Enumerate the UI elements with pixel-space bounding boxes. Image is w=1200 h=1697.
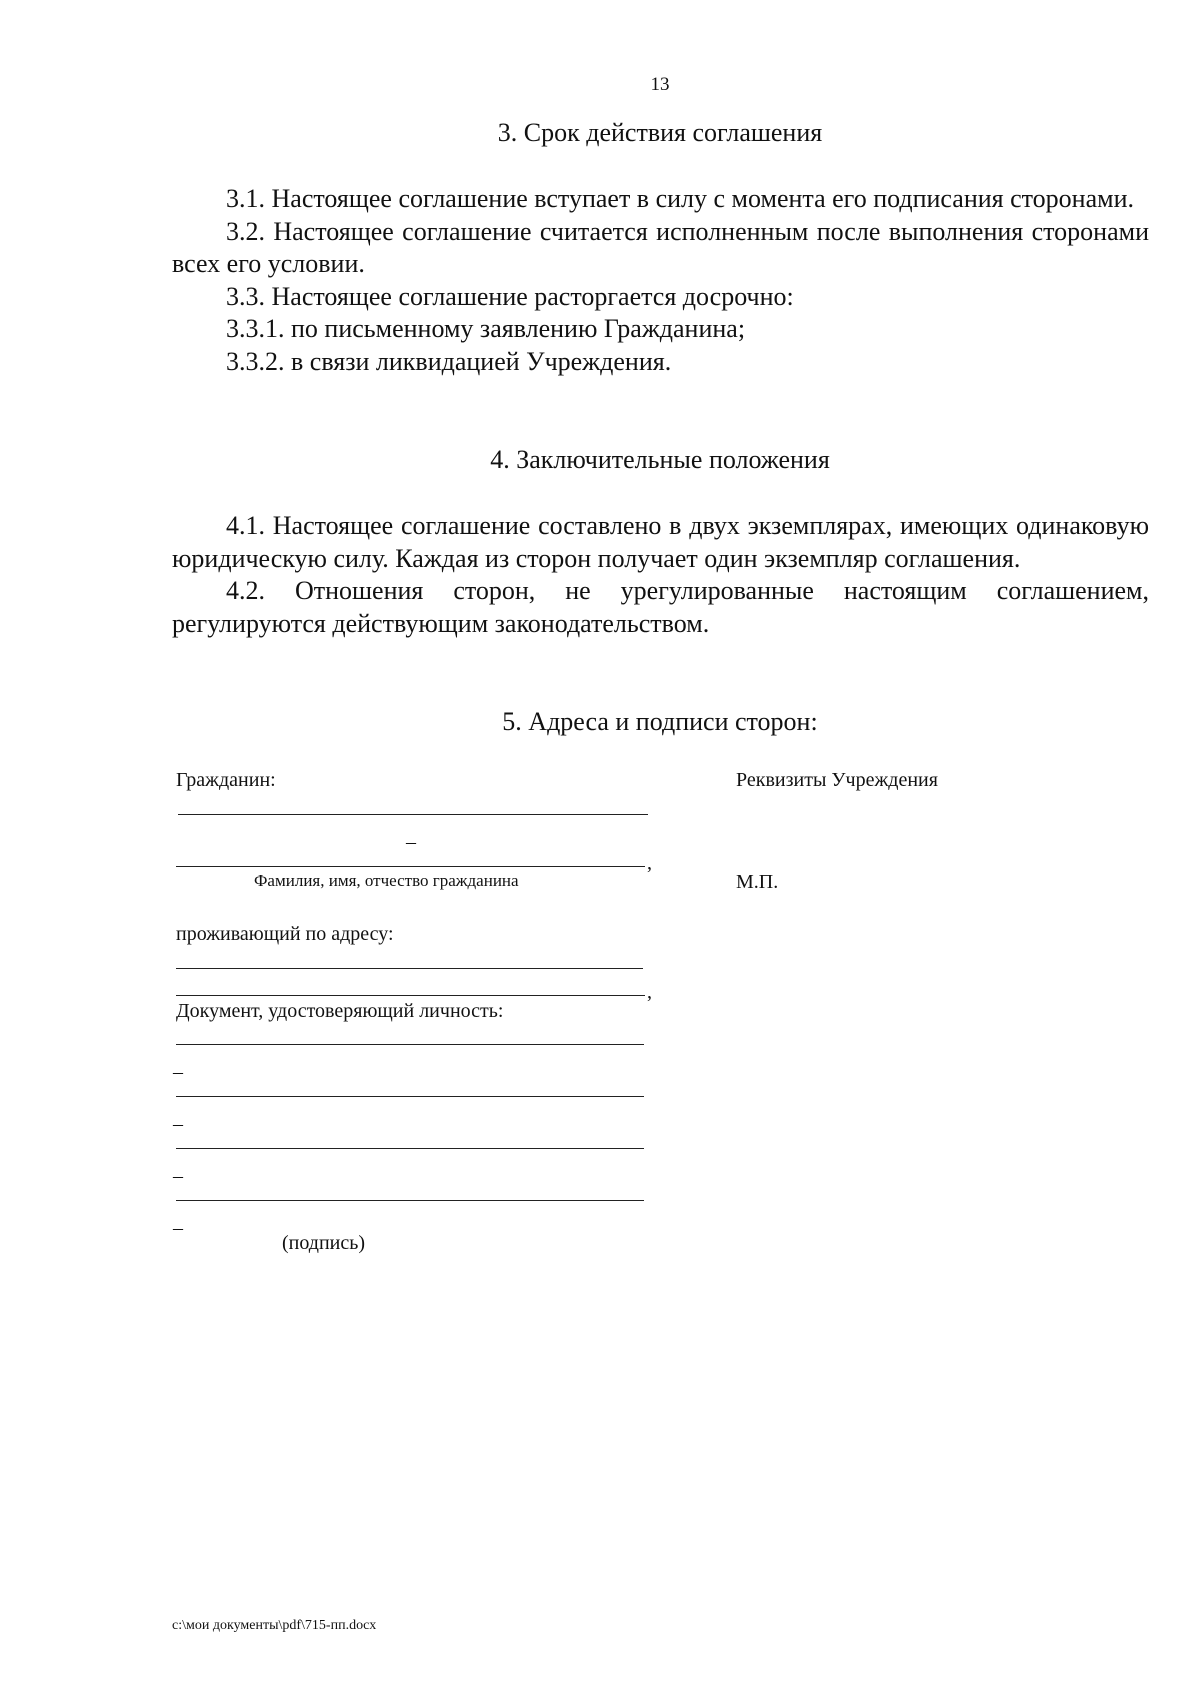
file-path-footer: c:\мои документы\pdf\715-пп.docx: [172, 1618, 377, 1633]
section-3-body: [172, 183, 1149, 378]
comma-mark: ,: [647, 852, 652, 874]
clause-3-2: 3.2. Настоящее соглашение считается исполненным после выполнения сторонами всех его условии.: [172, 216, 1149, 278]
address-line: [176, 995, 645, 996]
section-5-title: 5. Адреса и подписи сторон:: [502, 707, 818, 736]
clause-4-2: 4.2. Отношения сторон, не урегулированные настоящим соглашением, регулируются действующим законодательством.: [172, 576, 1149, 638]
document-label: Документ, удостоверяющий личность:: [176, 1000, 504, 1022]
dash-mark: –: [173, 1165, 183, 1187]
signature-caption: (подпись): [282, 1232, 366, 1254]
clause-4-1: 4.1. Настоящее соглашение составлено в двух экземплярах, имеющих одинаковую юридическую силу. Каждая из сторон получает один экземпляр соглашения.: [172, 511, 1149, 573]
dash-mark: –: [173, 1217, 183, 1239]
institution-requisites-label: Реквизиты Учреждения: [736, 769, 938, 791]
address-label: проживающий по адресу:: [176, 923, 394, 945]
signature-line: [178, 814, 648, 815]
address-line: [176, 968, 643, 969]
clause-3-3-1: 3.3.1. по письменному заявлению Гражданина;: [226, 314, 746, 343]
section-3-title: 3. Срок действия соглашения: [497, 118, 823, 147]
document-line: [176, 1148, 644, 1149]
dash-mark: –: [173, 1113, 183, 1135]
name-line: [176, 866, 645, 867]
comma-mark: ,: [647, 981, 652, 1003]
document-line: [176, 1096, 644, 1097]
page-number: 13: [650, 74, 670, 95]
clause-3-3-2: 3.3.2. в связи ликвидацией Учреждения.: [226, 346, 672, 376]
seal-label: М.П.: [736, 871, 779, 893]
section-4-body: [172, 510, 1149, 640]
dash-mark: –: [173, 1061, 183, 1083]
dash-mark: –: [406, 831, 416, 853]
name-caption: Фамилия, имя, отчество гражданина: [254, 871, 519, 890]
document-line: [176, 1044, 644, 1045]
citizen-label: Гражданин:: [176, 769, 276, 791]
clause-3-1: 3.1. Настоящее соглашение вступает в силу с момента его подписания сторонами.: [226, 184, 1134, 213]
document-line: [176, 1200, 644, 1201]
section-4-title: 4. Заключительные положения: [490, 445, 830, 474]
clause-3-3: 3.3. Настоящее соглашение расторгается досрочно:: [226, 281, 794, 311]
